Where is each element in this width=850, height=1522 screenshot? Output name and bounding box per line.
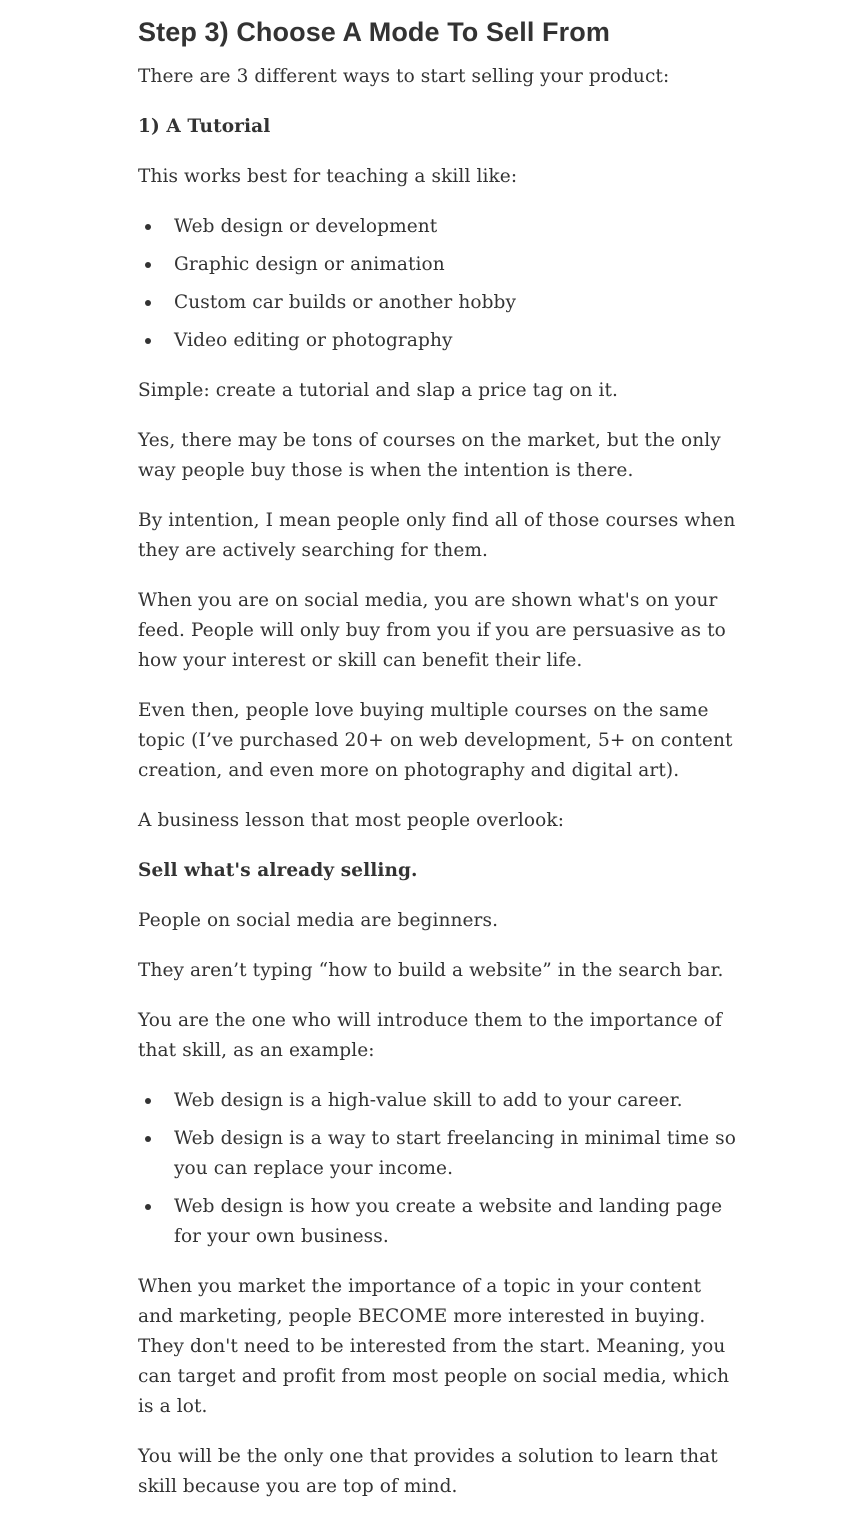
section-heading: Step 3) Choose A Mode To Sell From [138,17,610,47]
paragraph-sell-emphasis: Sell what's already selling. [138,860,418,881]
list-item-text: Web design is a way to start freelancing in minimal time so you can replace your income. [174,1128,736,1179]
intro-paragraph: There are 3 different ways to start selling your product: [138,66,670,87]
bullet-icon [145,338,151,344]
paragraph-intention: By intention, I mean people only find all of those courses when they are actively searching for them. [138,510,736,561]
bullet-icon [145,1098,151,1104]
list-item [138,326,738,356]
skills-list [138,212,738,356]
list-item-text: Video editing or photography [174,330,453,351]
paragraph-typing: They aren’t typing “how to build a website” in the search bar. [138,960,724,981]
list-item [138,288,738,318]
list-item-text: Web design is how you create a website and landing page for your own business. [174,1196,723,1247]
list-item [138,1124,738,1184]
list-item [138,250,738,280]
paragraph-market: When you market the importance of a topic in your content and marketing, people BECOME more interested in buying. They don't need to be interested from the start. Meaning, you can target and profit from most people on social media, which is a lot. [138,1276,730,1417]
article-body [138,12,738,1522]
bullet-icon [145,262,151,268]
subsection-lead: This works best for teaching a skill like: [138,166,518,187]
paragraph-solution: You will be the only one that provides a solution to learn that skill because you are top of mind. [138,1446,718,1497]
paragraph-simple: Simple: create a tutorial and slap a price tag on it. [138,380,619,401]
list-item-text: Custom car builds or another hobby [174,292,517,313]
paragraph-beginners: People on social media are beginners. [138,910,499,931]
bullet-icon [145,300,151,306]
paragraph-introduce: You are the one who will introduce them to the importance of that skill, as an example: [138,1010,722,1061]
paragraph-even: Even then, people love buying multiple courses on the same topic (I’ve purchased 20+ on web development, 5+ on content creation, and even more on photography and digital art). [138,700,733,781]
paragraph-social: When you are on social media, you are shown what's on your feed. People will only buy from you if you are persuasive as to how your interest or skill can benefit their life. [138,590,726,671]
list-item-text: Graphic design or animation [174,254,445,275]
bullet-icon [145,224,151,230]
subsection-title: 1) A Tutorial [138,116,271,137]
paragraph-lesson: A business lesson that most people overlook: [138,810,565,831]
list-item [138,1192,738,1252]
list-item-text: Web design is a high-value skill to add to your career. [174,1090,683,1111]
bullet-icon [145,1204,151,1210]
list-item-text: Web design or development [174,216,438,237]
list-item [138,1086,738,1116]
examples-list [138,1086,738,1252]
list-item [138,212,738,242]
bullet-icon [145,1136,151,1142]
paragraph-courses: Yes, there may be tons of courses on the market, but the only way people buy those is when the intention is there. [138,430,721,481]
